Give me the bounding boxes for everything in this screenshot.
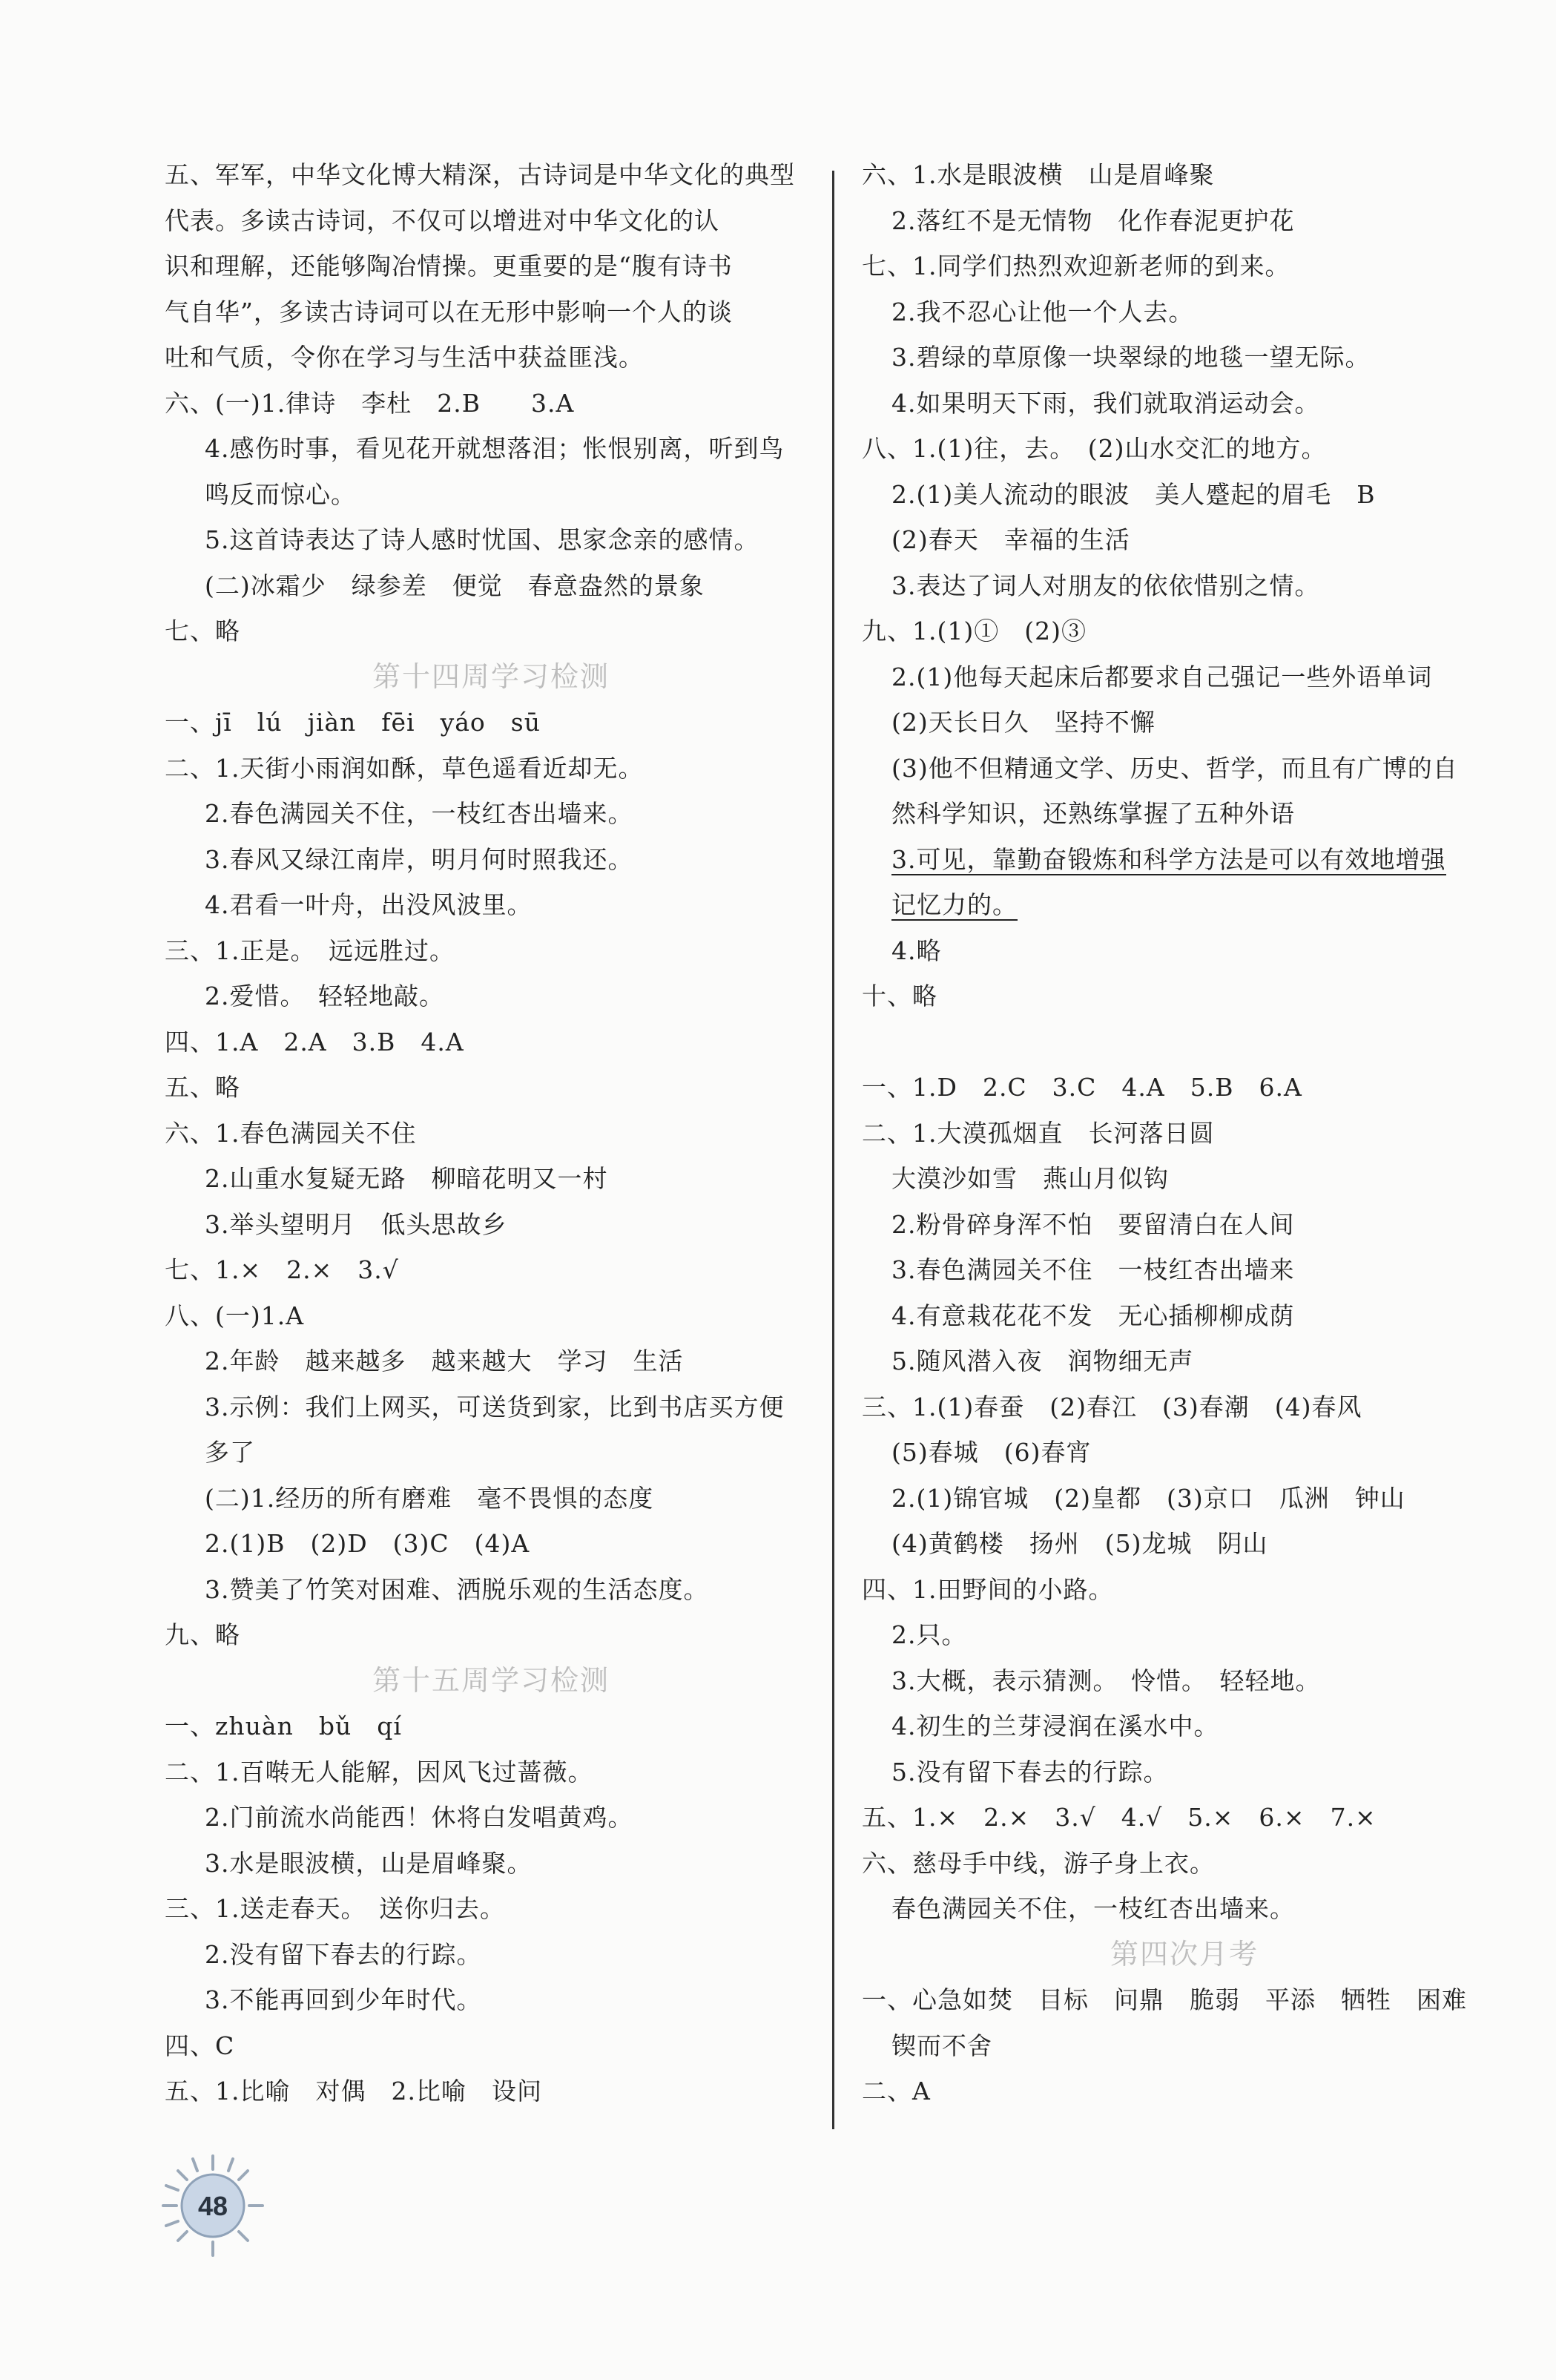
left-line [165,517,817,563]
right-line [862,1703,1507,1749]
right-line-text: 2.落红不是无情物 化作春泥更护花 [891,206,1295,235]
right-line [862,1384,1507,1430]
left-line [165,1476,817,1522]
left-line-text: 5.这首诗表达了诗人感时忧国、思家念亲的感情。 [205,525,759,554]
right-line [862,1977,1507,2023]
left-line-text: 一、jī lú jiàn fēi yáo sū [165,708,541,737]
left-line-text: 第十五周学习检测 [372,1663,610,1697]
right-line [862,289,1507,335]
left-line-text: 六、1.春色满园关不住 [165,1118,417,1148]
right-line-text: 八、1.(1)往，去。 (2)山水交汇的地方。 [862,434,1327,463]
right-line-text: 4.有意栽花花不发 无心插柳柳成荫 [891,1301,1295,1330]
left-line [165,381,817,427]
left-line-text: (二)1.经历的所有磨难 毫不畏惧的态度 [205,1483,654,1513]
left-line-text: 代表。多读古诗词，不仅可以增进对中华文化的认 [165,206,719,235]
right-line-text: 二、1.大漠孤烟直 长河落日圆 [862,1118,1215,1148]
page-number-badge [157,2150,268,2261]
left-line [165,198,817,244]
left-line-text: 九、略 [165,1620,240,1649]
left-line-text: 2.年龄 越来越多 越来越大 学习 生活 [205,1347,684,1375]
right-line-text: 2.(1)美人流动的眼波 美人蹙起的眉毛 B [891,479,1376,509]
right-line [862,1521,1507,1567]
left-line-text: 4.君看一叶舟，出没风波里。 [205,890,533,919]
column-divider [832,171,834,2129]
left-line [165,1430,817,1476]
left-line-text: 一、zhuàn bǔ qí [165,1712,402,1740]
left-line [165,882,817,928]
left-line [165,973,817,1019]
right-line [862,1795,1507,1841]
left-line [165,791,817,837]
left-line-text: 二、1.百啭无人能解，因风飞过蔷薇。 [165,1757,593,1786]
right-line [862,837,1507,883]
left-line [165,1977,817,2023]
left-line-text: 四、1.A 2.A 3.B 4.A [165,1027,464,1056]
left-line [165,1886,817,1932]
left-line-text: 三、1.正是。 远远胜过。 [165,936,455,965]
right-line-text: 3.可见，靠勤奋锻炼和科学方法是可以有效地增强 [891,844,1446,874]
left-line [165,1749,817,1795]
right-line [862,1019,1507,1065]
left-line [165,335,817,381]
left-line-text: 3.示例：我们上网买，可送货到家，比到书店买方便 [205,1392,785,1421]
left-line [165,243,817,289]
left-line [165,1932,817,1978]
left-line-text: 四、C [165,2031,235,2060]
right-line-text: 二、A [862,2077,931,2105]
left-line [165,426,817,472]
left-line [165,1703,817,1749]
right-line-text: 4.如果明天下雨，我们就取消运动会。 [891,388,1320,418]
left-line-text: 2.没有留下春去的行踪。 [205,1939,482,1969]
right-line-text: (5)春城 (6)春宵 [891,1438,1092,1467]
left-line-text: 第十四周学习检测 [372,660,610,693]
right-line [862,1111,1507,1157]
left-line [165,1293,817,1339]
right-column [862,152,1507,2114]
right-line-text: 记忆力的。 [891,890,1018,919]
left-line-text: 鸣反而惊心。 [205,479,356,509]
right-line-text: 大漠沙如雪 燕山月似钩 [891,1164,1169,1193]
left-line [165,837,817,883]
right-line [862,1293,1507,1339]
right-line-text: 一、1.D 2.C 3.C 4.A 5.B 6.A [862,1073,1302,1102]
right-line-text: 十、略 [862,982,937,1010]
right-line-text: 春色满园关不住，一枝红杏出墙来。 [891,1894,1295,1923]
right-line-text: 5.没有留下春去的行踪。 [891,1757,1169,1786]
left-line [165,1521,817,1567]
left-line [165,1795,817,1841]
right-line [862,198,1507,244]
right-line-text: 3.表达了词人对朋友的依依惜别之情。 [891,571,1320,600]
left-line [165,1111,817,1157]
left-line [165,1658,817,1704]
left-line [165,1156,817,1202]
right-line-text: 2.粉骨碎身浑不怕 要留清白在人间 [891,1209,1295,1239]
left-line [165,1338,817,1384]
left-line [165,700,817,746]
right-line [862,1156,1507,1202]
left-line-text: 识和理解，还能够陶冶情操。更重要的是“腹有诗书 [165,252,733,280]
right-line-text: 第四次月考 [1110,1937,1259,1970]
right-line [862,1247,1507,1293]
right-line-text: 3.大概，表示猜测。 怜惜。 轻轻地。 [891,1666,1321,1695]
left-line [165,2068,817,2114]
left-line [165,472,817,518]
left-line [165,1567,817,1613]
left-line-text: 七、1.× 2.× 3.√ [165,1255,399,1284]
right-line-text: 六、1.水是眼波横 山是眉峰聚 [862,160,1215,189]
left-line-text: 3.春风又绿江南岸，明月何时照我还。 [205,844,633,874]
right-line-text: 5.随风潜入夜 润物细无声 [891,1347,1194,1375]
left-line [165,2023,817,2069]
right-line-text: 五、1.× 2.× 3.√ 4.√ 5.× 6.× 7.× [862,1803,1377,1832]
right-line-text: 七、1.同学们热烈欢迎新老师的到来。 [862,252,1290,280]
left-line [165,1384,817,1430]
left-column [165,152,817,2114]
left-line-text: 2.春色满园关不住，一枝红杏出墙来。 [205,799,633,828]
right-line [862,973,1507,1019]
right-line [862,2023,1507,2069]
left-line [165,1065,817,1111]
left-line-text: 五、军军，中华文化博大精深，古诗词是中华文化的典型 [165,160,795,189]
right-line [862,1612,1507,1658]
left-line-text: 三、1.送走春天。 送你归去。 [165,1894,505,1923]
left-line-text: 八、(一)1.A [165,1301,305,1330]
right-line [862,152,1507,198]
right-line [862,654,1507,700]
right-line-text: 3.春色满园关不住 一枝红杏出墙来 [891,1255,1295,1284]
right-line [862,1476,1507,1522]
right-line-text: 锲而不舍 [891,2031,992,2060]
right-line [862,1567,1507,1613]
left-line-text: 2.山重水复疑无路 柳暗花明又一村 [205,1164,608,1193]
right-line [862,746,1507,792]
right-line-text: 3.碧绿的草原像一块翠绿的地毯一望无际。 [891,343,1371,372]
right-line [862,563,1507,609]
left-line-text: 气自华”，多读古诗词可以在无形中影响一个人的谈 [165,297,733,326]
left-line [165,152,817,198]
right-line [862,700,1507,746]
left-line-text: 多了 [205,1438,255,1467]
right-line [862,791,1507,837]
right-line-text: 四、1.田野间的小路。 [862,1574,1114,1604]
right-line-text: 三、1.(1)春蚕 (2)春江 (3)春潮 (4)春风 [862,1392,1362,1421]
right-line [862,243,1507,289]
right-line [862,472,1507,518]
right-line [862,608,1507,654]
right-line-text: 4.略 [891,936,942,965]
left-line-text: 4.感伤时事，看见花开就想落泪；怅恨别离，听到鸟 [205,434,785,463]
left-line-text: 六、(一)1.律诗 李杜 2.B 3.A [165,388,575,418]
left-line [165,1019,817,1065]
right-line [862,1841,1507,1887]
left-line-text: 五、略 [165,1073,240,1102]
left-line [165,608,817,654]
right-line [862,1338,1507,1384]
left-line-text: 2.门前流水尚能西！休将白发唱黄鸡。 [205,1803,633,1832]
right-line-text: 六、慈母手中线，游子身上衣。 [862,1848,1215,1878]
right-line-text: 2.(1)他每天起床后都要求自己强记一些外语单词 [891,662,1433,691]
right-line [862,928,1507,974]
left-line [165,289,817,335]
right-line-text: (3)他不但精通文学、历史、哲学，而且有广博的自 [891,753,1458,783]
left-line [165,563,817,609]
left-line-text: 2.爱惜。 轻轻地敲。 [205,982,444,1010]
right-line [862,335,1507,381]
left-line [165,654,817,700]
right-line [862,1749,1507,1795]
left-line [165,928,817,974]
right-line [862,1202,1507,1248]
right-line-text: 九、1.(1)① (2)③ [862,617,1087,645]
right-line [862,1932,1507,1978]
left-line-text: (二)冰霜少 绿参差 便觉 春意盎然的景象 [205,571,705,600]
left-line-text: 3.举头望明月 低头思故乡 [205,1209,507,1239]
left-line-text: 2.(1)B (2)D (3)C (4)A [205,1529,530,1558]
right-line-text: (4)黄鹤楼 扬州 (5)龙城 阴山 [891,1529,1268,1558]
left-line [165,1841,817,1887]
left-line-text: 3.赞美了竹笑对困难、洒脱乐观的生活态度。 [205,1574,709,1604]
right-line-text: 2.只。 [891,1620,967,1649]
right-line [862,1886,1507,1932]
right-line [862,426,1507,472]
right-line-text: 2.我不忍心让他一个人去。 [891,297,1194,326]
right-line [862,882,1507,928]
right-line-text: (2)天长日久 坚持不懈 [891,708,1156,737]
left-line [165,1247,817,1293]
right-line [862,1065,1507,1111]
left-line [165,1612,817,1658]
right-line-text: 2.(1)锦官城 (2)皇都 (3)京口 瓜洲 钟山 [891,1483,1405,1513]
right-line [862,1430,1507,1476]
left-line [165,746,817,792]
right-line [862,1658,1507,1704]
right-line-text: (2)春天 幸福的生活 [891,525,1130,554]
left-line-text: 五、1.比喻 对偶 2.比喻 设问 [165,2077,542,2105]
left-line-text: 3.水是眼波横，山是眉峰聚。 [205,1848,533,1878]
page-number: 48 [197,2191,228,2221]
right-line-text: 然科学知识，还熟练掌握了五种外语 [891,799,1295,828]
left-line [165,1202,817,1248]
left-line-text: 吐和气质，令你在学习与生活中获益匪浅。 [165,343,644,372]
right-line-text: 4.初生的兰芽浸润在溪水中。 [891,1712,1219,1740]
left-line-text: 3.不能再回到少年时代。 [205,1985,482,2014]
right-line-text: 一、心急如焚 目标 问鼎 脆弱 平添 牺牲 困难 [862,1985,1467,2014]
right-line [862,381,1507,427]
left-line-text: 二、1.天街小雨润如酥，草色遥看近却无。 [165,753,644,783]
right-line [862,517,1507,563]
left-line-text: 七、略 [165,617,240,645]
right-line [862,2068,1507,2114]
